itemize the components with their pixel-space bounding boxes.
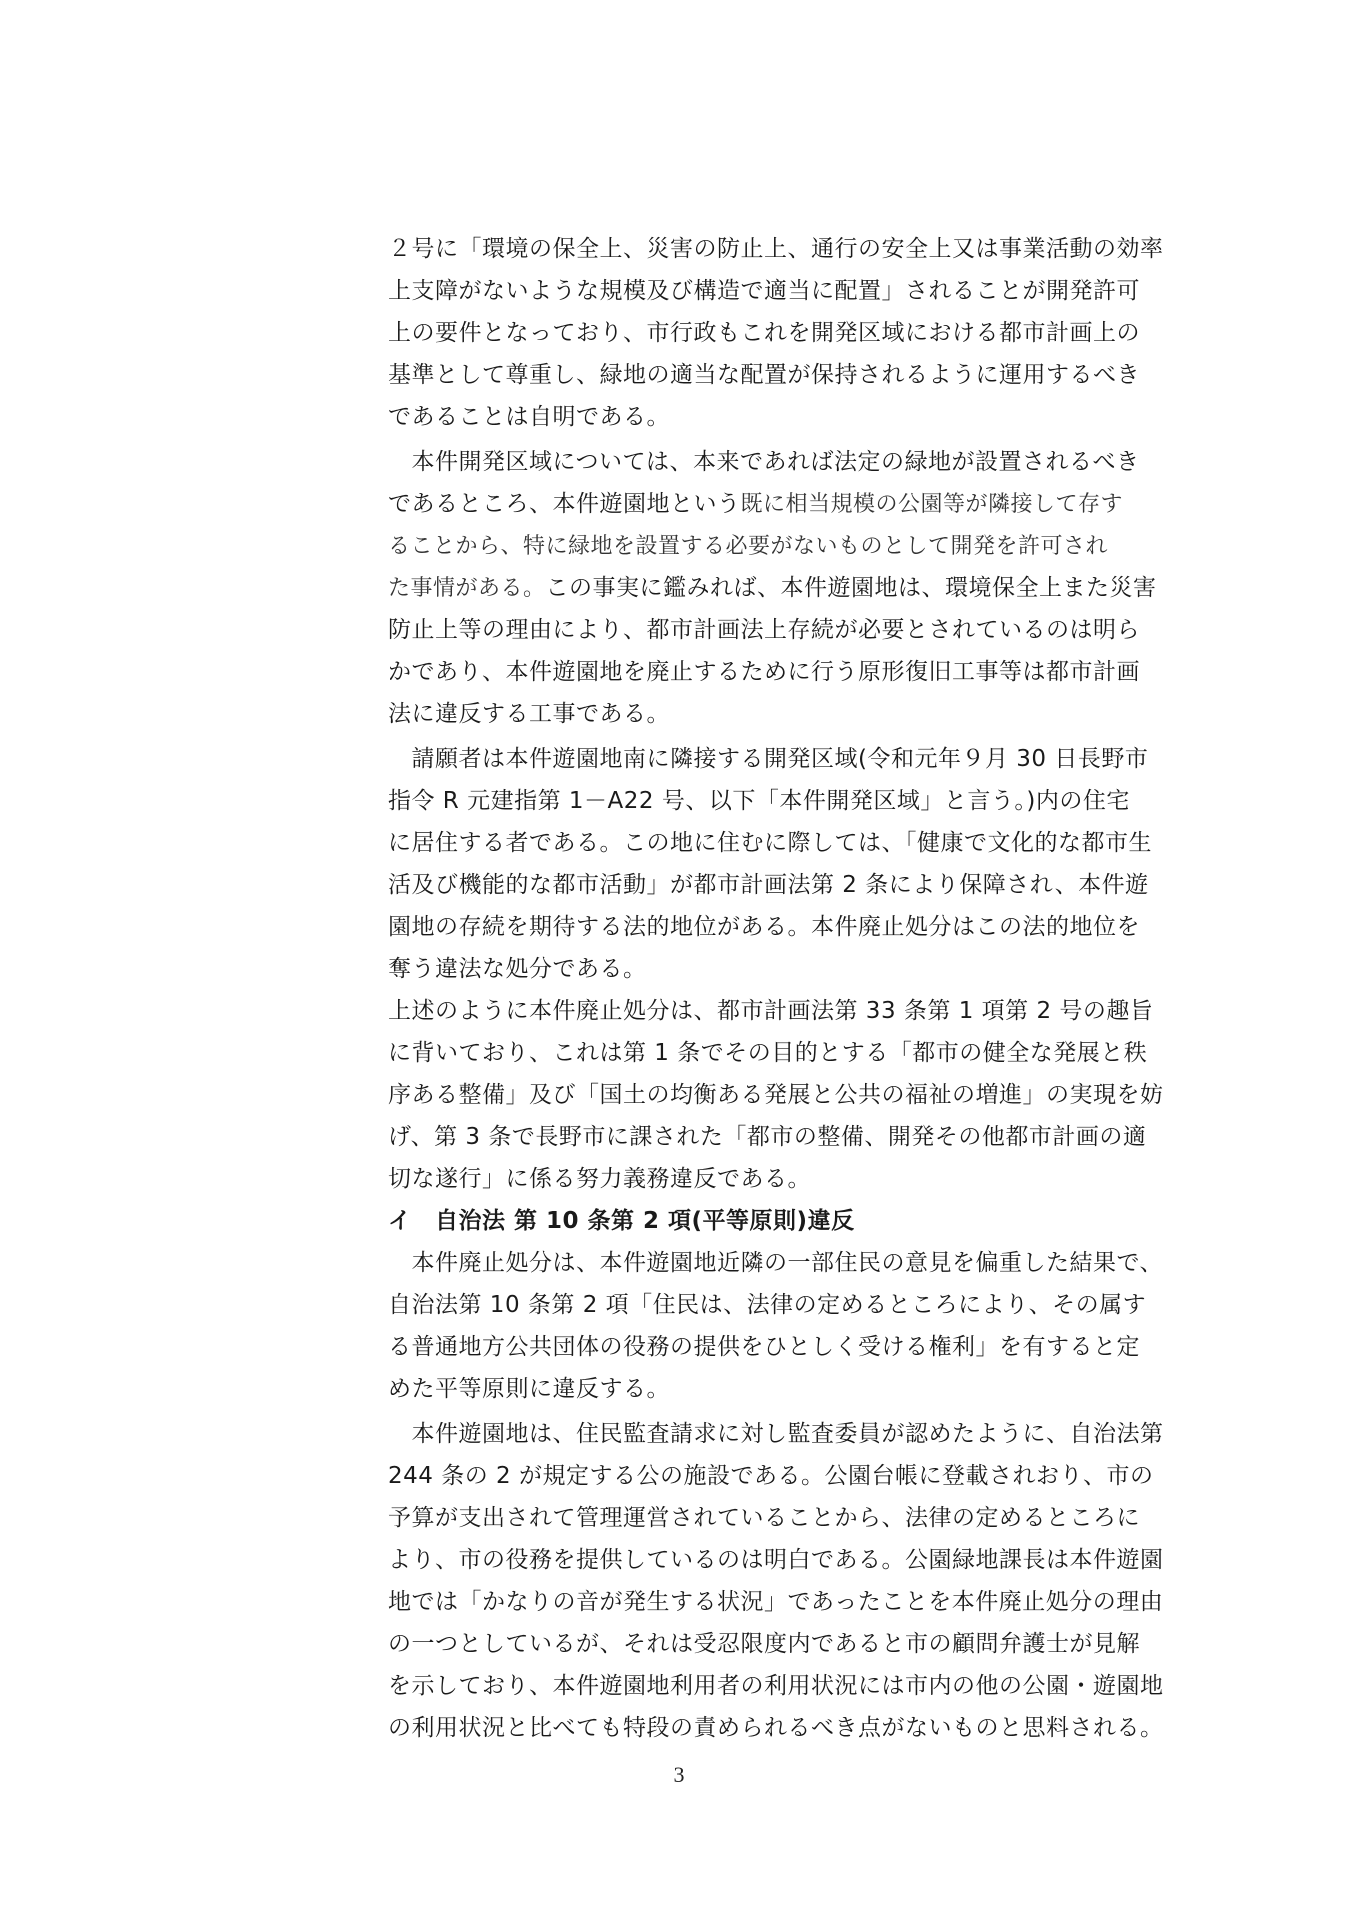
paragraph-line: 法に違反する工事である。 — [388, 701, 670, 727]
text-run: この事実に鑑みれば、本件遊園地は、環境保全上また災害 — [545, 575, 1157, 601]
paragraph-line: めた平等原則に違反する。 — [388, 1376, 670, 1402]
paragraph-line: 請願者は本件遊園地南に隣接する開発区域(令和元年９月 30 日長野市 — [388, 746, 1149, 772]
paragraph-line: る普通地方公共団体の役務の提供をひとしく受ける権利」を有すると定 — [388, 1334, 1140, 1360]
paragraph-line: 自治法第 10 条第 2 項「住民は、法律の定めるところにより、その属す — [388, 1292, 1147, 1318]
paragraph-line: 本件遊園地は、住民監査請求に対し監査委員が認めたように、自治法第 — [388, 1421, 1164, 1447]
paragraph-line: に背いており、これは第 1 条でその目的とする「都市の健全な発展と秩 — [388, 1040, 1148, 1066]
body-text — [388, 228, 1188, 1749]
serif-text-run: ることから、特に緑地を設置する必要がないものとして開発を許可され — [388, 534, 1109, 559]
paragraph-line: 序ある整備」及び「国土の均衡ある発展と公共の福祉の増進」の実現を妨 — [388, 1082, 1164, 1108]
text-run: であるところ、本件遊園地という — [388, 491, 741, 517]
paragraph-line: 本件廃止処分は、本件遊園地近隣の一部住民の意見を偏重した結果で、 — [388, 1250, 1164, 1276]
paragraph-line — [388, 525, 1188, 567]
paragraph-line: 防止上等の理由により、都市計画法上存続が必要とされているのは明ら — [388, 617, 1140, 643]
paragraph-line: 切な遂行」に係る努力義務違反である。 — [388, 1166, 811, 1192]
paragraph-line: に居住する者である。この地に住むに際しては、「健康で文化的な都市生 — [388, 830, 1152, 856]
paragraph-line: 地では「かなりの音が発生する状況」であったことを本件廃止処分の理由 — [388, 1589, 1164, 1615]
paragraph-line: 上の要件となっており、市行政もこれを開発区域における都市計画上の — [388, 320, 1140, 346]
paragraph-line: 基準として尊重し、緑地の適当な配置が保持されるように運用するべき — [388, 362, 1140, 388]
paragraph-line: 244 条の 2 が規定する公の施設である。公園台帳に登載されおり、市の — [388, 1463, 1154, 1489]
paragraph-line: より、市の役務を提供しているのは明白である。公園緑地課長は本件遊園 — [388, 1547, 1164, 1573]
serif-text-run: 既に相当規模の公園等が隣接して存す — [740, 492, 1124, 517]
paragraph-line: 予算が支出されて管理運営されていることから、法律の定めるところに — [388, 1505, 1140, 1531]
paragraph-line: の一つとしているが、それは受忍限度内であると市の顧問弁護士が見解 — [388, 1631, 1140, 1657]
paragraph-line: 上支障がないような規模及び構造で適当に配置」されることが開発許可 — [388, 278, 1140, 304]
paragraph-line — [388, 483, 1188, 525]
paragraph-line: を示しており、本件遊園地利用者の利用状況には市内の他の公園・遊園地 — [388, 1673, 1164, 1699]
paragraph-line: かであり、本件遊園地を廃止するために行う原形復旧工事等は都市計画 — [388, 659, 1140, 685]
paragraph-line: 本件開発区域については、本来であれば法定の緑地が設置されるべき — [388, 449, 1140, 475]
paragraph-line: 活及び機能的な都市活動」が都市計画法第 2 条により保障され、本件遊 — [388, 872, 1149, 898]
paragraph-line: げ、第 3 条で長野市に課された「都市の整備、開発その他都市計画の適 — [388, 1124, 1147, 1150]
page-number: 3 — [673, 1762, 685, 1787]
paragraph-line: であることは自明である。 — [388, 404, 670, 430]
paragraph-line: の利用状況と比べても特段の責められるべき点がないものと思料される。 — [388, 1715, 1164, 1741]
serif-text-run: た事情がある。 — [388, 576, 546, 601]
paragraph-line: 上述のように本件廃止処分は、都市計画法第 33 条第 1 項第 2 号の趣旨 — [388, 998, 1154, 1024]
section-heading: イ 自治法 第 10 条第 2 項(平等原則)違反 — [388, 1208, 855, 1234]
paragraph-line — [388, 567, 1188, 609]
paragraph-line: 園地の存続を期待する法的地位がある。本件廃止処分はこの法的地位を — [388, 914, 1140, 940]
paragraph-line: 指令 R 元建指第 1－A22 号、以下「本件開発区域」と言う。)内の住宅 — [388, 788, 1130, 814]
paragraph-line: 奪う違法な処分である。 — [388, 956, 647, 982]
paragraph-line: ２号に「環境の保全上、災害の防止上、通行の安全上又は事業活動の効率 — [388, 236, 1164, 262]
